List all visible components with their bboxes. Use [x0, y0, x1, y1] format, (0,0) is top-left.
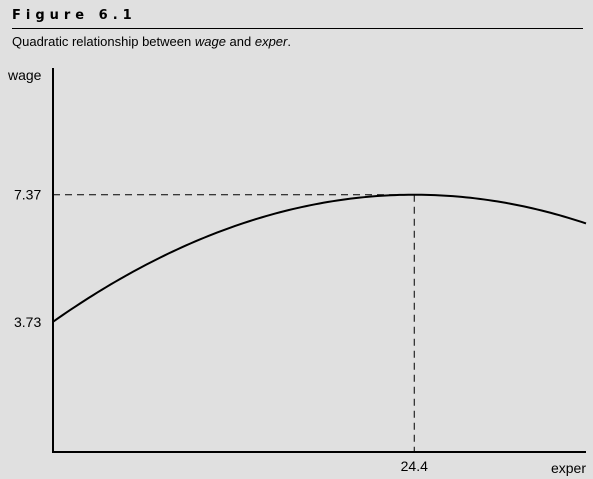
caption-var-exper: exper — [254, 34, 288, 49]
caption-prefix: Quadratic relationship between — [12, 34, 195, 49]
x-axis-label: exper — [550, 460, 586, 476]
y-tick-label-intercept: 3.73 — [14, 313, 42, 330]
y-tick-label-peak: 7.37 — [14, 186, 42, 203]
x-tick-label-peak: 24.4 — [400, 458, 428, 474]
caption-middle: and — [225, 34, 255, 49]
figure-label: Figure 6.1 — [12, 8, 137, 23]
quadratic-curve — [53, 195, 586, 322]
y-axis-label: wage — [8, 67, 42, 83]
caption-suffix: . — [287, 34, 291, 49]
caption-var-wage: wage — [194, 34, 226, 49]
